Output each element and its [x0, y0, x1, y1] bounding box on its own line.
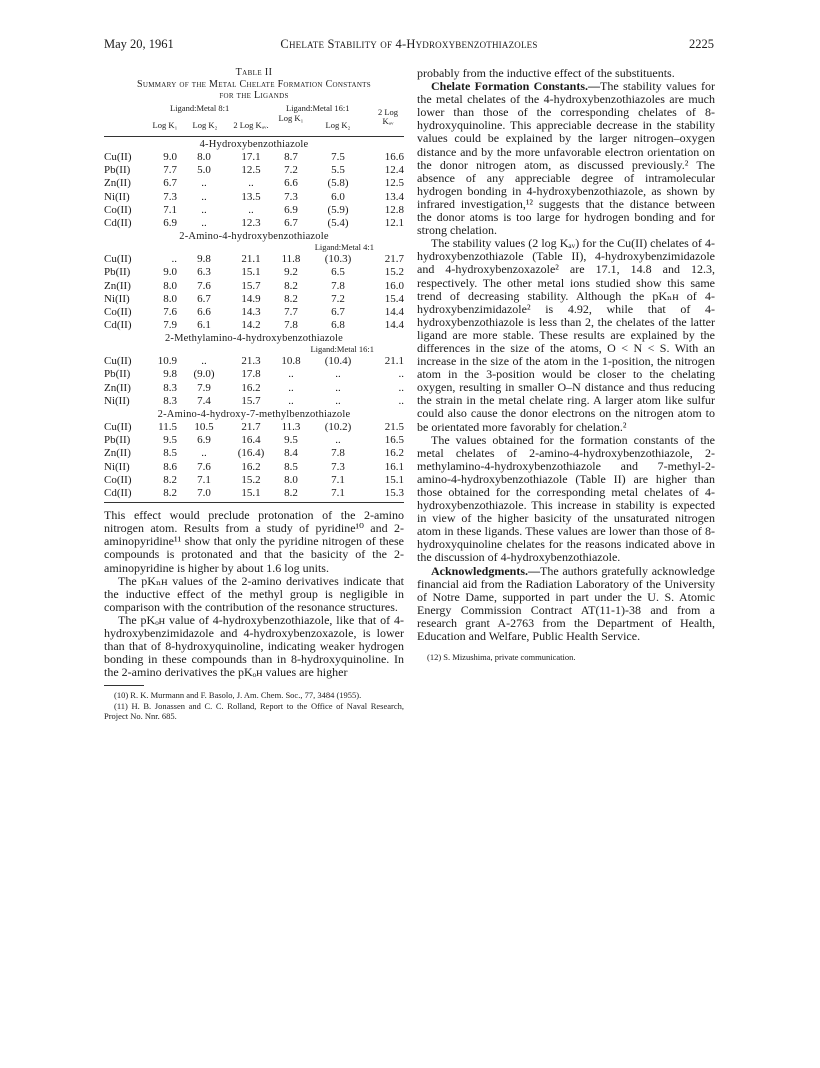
metal-ion-cell: Ni(II) — [104, 292, 130, 305]
header-log-k1-16: Log K₁ — [278, 113, 304, 123]
table-cell: .. — [335, 434, 341, 447]
table-row — [104, 395, 404, 408]
metal-ion-cell: Pb(II) — [104, 368, 131, 381]
table-cell: 7.2 — [284, 164, 298, 177]
table-cell: 7.3 — [284, 190, 298, 203]
table-cell: 21.7 — [241, 421, 261, 433]
table-cell: 15.7 — [241, 279, 261, 292]
table-cell: .. — [171, 253, 177, 266]
metal-ion-cell: Cu(II) — [104, 421, 132, 433]
table-cell: 7.3 — [331, 460, 345, 473]
paragraph-text: probably from the inductive effect of the substituents. — [417, 66, 675, 80]
table-cell: 11.8 — [281, 253, 301, 266]
table-cell: 16.4 — [241, 434, 261, 447]
metal-ion-cell: Cu(II) — [104, 253, 132, 266]
footnote: (11) H. B. Jonassen and C. C. Rolland, Report to the Office of Naval Research, Project No. Nnr. 685. — [104, 700, 404, 722]
table-cell: 8.7 — [284, 151, 298, 163]
table-cell: 14.4 — [384, 319, 404, 332]
table-cell: 8.2 — [163, 486, 177, 499]
table-cell: 12.4 — [384, 164, 404, 177]
table-cell: 7.0 — [197, 486, 211, 499]
table-cell: 15.1 — [241, 266, 261, 279]
table-cell: 8.0 — [284, 473, 298, 486]
table-row — [104, 368, 404, 381]
table-cell: 15.2 — [384, 266, 404, 279]
paragraph-text: The stability values (2 log Kₐᵥ) for the Cu(II) chelates of 4-hydroxybenzothiazole (Table II), 4-hydroxybenzimidazole and 4-hydroxybenzoxazole² are 17.1, 14.8 and 12.3, respectively. The other metal ions studied show this same trend of decreasing stability. Although the pKₙʜ of 4-hydroxybenzimidazole² is 4.92, while that of 4-hydroxybenzothiazole is less than 2, the chelates of the latter ligand are more stable. These results are explained by the differences in the size of the atoms, O < N < S. With an increase in the size of the atom in the 1-position, the nitrogen atom in the 3-position would be closer to the chelating oxygen, resulting in smaller O–N distance and thus reducing the strain in the metal chelate ring. A larger atom like sulfur could also cause the donor electrons on the nitrogen atom to be orientated more favorably for chelation.² — [417, 236, 715, 434]
table-cell: .. — [201, 203, 207, 216]
table-cell: 16.5 — [384, 434, 404, 447]
table-row — [104, 204, 404, 217]
table-cell: 16.1 — [384, 460, 404, 473]
table-cell: 8.3 — [163, 381, 177, 394]
table-cell: 17.1 — [241, 151, 261, 163]
table-bottom-rule — [104, 500, 404, 503]
table-cell: .. — [288, 368, 294, 381]
table-row — [104, 266, 404, 279]
body-paragraph: The pKₙʜ values of the 2-amino derivatives indicate that the inductive effect of the methyl group is negligible in comparison with the contribution of the resonance structures. — [104, 573, 404, 614]
table-cell: 6.9 — [163, 216, 177, 229]
table-cell: 9.2 — [284, 266, 298, 279]
body-paragraph — [417, 434, 715, 565]
paragraph-text: The authors gratefully acknowledge financial aid from the Radiation Laboratory of the University of Notre Dame, supported in part under the U. S. Atomic Energy Commission Contract AT(11-1)-38 and from a research grant A-2763 from the Department of Health, Education and Welfare, Public Health Service. — [417, 563, 715, 644]
table-cell: 21.3 — [241, 355, 261, 368]
metal-ion-cell: Cu(II) — [104, 151, 132, 163]
table-cell: 7.3 — [163, 190, 177, 203]
table-cell: 11.3 — [281, 421, 301, 433]
ratio-spanners — [104, 103, 404, 114]
table-row — [104, 164, 404, 177]
table-cell: 17.8 — [241, 368, 261, 381]
header-log-k2-16: Log K₂ — [325, 120, 351, 130]
table-cell: .. — [398, 368, 404, 381]
table-cell: 6.9 — [197, 434, 211, 447]
table-cell: (5.4) — [327, 216, 349, 229]
table-caption-line-1: Summary of the Metal Chelate Formation Constants — [137, 79, 371, 90]
section-heading: Chelate Formation Constants.— — [431, 79, 600, 94]
ratio-16-1: Ligand:Metal 16:1 — [286, 103, 350, 113]
table-cell: 6.3 — [197, 266, 211, 279]
right-column — [417, 67, 715, 663]
table-cell: 9.0 — [163, 266, 177, 279]
table-cell: 14.3 — [241, 305, 261, 318]
metal-ion-cell: Pb(II) — [104, 266, 131, 279]
paragraph-text: The stability values for the metal chelates of the 4-hydroxybenzothiazoles are much lower than those of the corresponding chelates of 8-hydroxyquinoline. This appreciable decrease in the stability values could be explained by the larger nitrogen–oxygen distance and by the more unfavorable electron orientation on the donor nitrogen atom, as discussed previously.² The absence of any appreciable degree of intramolecular hydrogen bonding in 4-hydroxybenzothiazole, as shown by infrared investigation,¹² suggests that the distance between the donor atoms is too large for hydrogen bonding and for strong chelation. — [417, 79, 715, 238]
table-cell: 21.5 — [384, 421, 404, 433]
ligand-ratio-note — [104, 345, 404, 355]
ligand-section-title: 2-Amino-4-hydroxybenzothiazole — [179, 231, 329, 243]
table-row — [104, 319, 404, 332]
metal-ion-cell: Zn(II) — [104, 279, 131, 292]
table-row — [104, 217, 404, 230]
table-cell: 5.0 — [197, 164, 211, 177]
ligand-ratio-note — [104, 243, 404, 253]
table-cell: 15.3 — [384, 486, 404, 499]
metal-ion-cell: Co(II) — [104, 473, 132, 486]
ligand-section-title: 4-Hydroxybenzothiazole — [199, 139, 309, 150]
metal-ion-cell: Zn(II) — [104, 177, 131, 190]
table-cell: 6.9 — [284, 203, 298, 216]
table-row — [104, 461, 404, 474]
table-cell: 9.0 — [163, 151, 177, 163]
body-paragraph — [417, 80, 715, 237]
metal-ion-cell: Cu(II) — [104, 355, 132, 368]
table-cell: 8.4 — [284, 447, 298, 460]
table-cell: 6.0 — [331, 190, 345, 203]
right-footnotes — [417, 652, 715, 663]
table-cell: .. — [201, 177, 207, 190]
table-cell: 9.8 — [197, 253, 211, 266]
table-row — [104, 421, 404, 434]
left-column — [104, 67, 404, 722]
table-cell: (16.4) — [237, 447, 265, 460]
table-cell: (5.9) — [327, 203, 349, 216]
paragraph-text: The values obtained for the formation constants of the metal chelates of 2-amino-4-hydroxybenzothiazole, 2-methylamino-4-hydroxybenzothiazole and 7-methyl-2-amino-4-hydroxybenzothiazole (Table II) are higher than those obtained for the corresponding metal chelates of 4-hydroxybenzothiazole. This increase in stability is expected in view of the higher basicity of the unsaturated nitrogen atom in these ligands. These values are lower than those of 8-hydroxyquinoline chelates for the reasons indicated above in the discussion of 4-hydroxybenzothiazole. — [417, 432, 715, 565]
table-cell: .. — [398, 381, 404, 394]
table-cell: 7.6 — [197, 279, 211, 292]
table-cell: 5.5 — [331, 164, 345, 177]
table-cell: 9.8 — [163, 368, 177, 381]
table-cell: (5.8) — [327, 177, 349, 190]
table-cell: 13.5 — [241, 190, 261, 203]
running-head — [104, 37, 714, 53]
metal-ion-cell: Cd(II) — [104, 319, 132, 332]
table-row — [104, 447, 404, 460]
table-cell: 7.7 — [163, 164, 177, 177]
table-cell: 12.5 — [384, 177, 404, 190]
table-cell: 9.5 — [163, 434, 177, 447]
table-row — [104, 191, 404, 204]
table-cell: 8.0 — [163, 279, 177, 292]
table-cell: 21.1 — [384, 355, 404, 368]
table-caption-line-2: for the Ligands — [219, 90, 289, 101]
ligand-ratio-label: Ligand:Metal 16:1 — [310, 344, 374, 355]
table-cell: .. — [288, 394, 294, 407]
table-cell: 9.5 — [284, 434, 298, 447]
table-cell: 6.1 — [197, 319, 211, 332]
table-cell: (10.2) — [324, 421, 352, 433]
table-cell: 16.0 — [384, 279, 404, 292]
table-body — [104, 138, 404, 500]
metal-ion-cell: Ni(II) — [104, 190, 130, 203]
table-cell: 14.4 — [384, 305, 404, 318]
ligand-ratio-label: Ligand:Metal 4:1 — [314, 242, 374, 253]
ratio-8-1: Ligand:Metal 8:1 — [170, 103, 230, 113]
table-cell: 7.1 — [331, 486, 345, 499]
table-cell: .. — [335, 368, 341, 381]
body-paragraph: The pKₒʜ value of 4-hydroxybenzothiazole, like that of 4-hydroxybenzimidazole and 4-hydroxybenzoxazole, is lower than that of 8-hydroxyquinoline, indicating weaker hydrogen bonding in these compounds than in 8-hydroxyquinoline. In the 2-amino derivatives the pKₒʜ values are higher — [104, 612, 404, 680]
table-cell: 8.5 — [163, 447, 177, 460]
table-cell: .. — [201, 447, 207, 460]
table-cell: 15.2 — [241, 473, 261, 486]
table-cell: 12.8 — [384, 203, 404, 216]
table-cell: 10.5 — [194, 421, 214, 433]
metal-ion-cell: Cd(II) — [104, 216, 132, 229]
table-cell: 7.1 — [163, 203, 177, 216]
body-paragraph — [417, 565, 715, 644]
table-cell: 15.7 — [241, 394, 261, 407]
table-row — [104, 177, 404, 190]
table-cell: 8.2 — [284, 486, 298, 499]
metal-ion-cell: Pb(II) — [104, 434, 131, 447]
left-footnotes — [104, 690, 404, 722]
table-row — [104, 306, 404, 319]
table-cell: 6.6 — [284, 177, 298, 190]
table-row — [104, 487, 404, 500]
table-cell: 7.9 — [163, 319, 177, 332]
table-cell: 16.2 — [241, 460, 261, 473]
page-number: 2225 — [689, 37, 714, 51]
ligand-section-title: 2-Amino-4-hydroxy-7-methylbenzothiazole — [157, 409, 351, 420]
ligand-section-title: 2-Methylamino-4-hydroxybenzothiazole — [164, 333, 344, 345]
table-cell: .. — [398, 394, 404, 407]
table-cell: 7.8 — [331, 279, 345, 292]
table-row — [104, 382, 404, 395]
table-cell: 15.1 — [241, 486, 261, 499]
table-cell: .. — [288, 381, 294, 394]
table-cell: 21.7 — [384, 253, 404, 266]
table-cell: 8.2 — [284, 279, 298, 292]
table-cell: 7.5 — [331, 151, 345, 163]
table-cell: .. — [248, 203, 254, 216]
table-cell: 6.7 — [284, 216, 298, 229]
table-row — [104, 355, 404, 368]
metal-ion-cell: Zn(II) — [104, 381, 131, 394]
table-cell: .. — [248, 177, 254, 190]
table-cell: (10.3) — [324, 253, 352, 266]
table-cell: 6.7 — [163, 177, 177, 190]
metal-ion-cell: Ni(II) — [104, 394, 130, 407]
table-cell: 16.2 — [384, 447, 404, 460]
table-cell: 6.6 — [197, 305, 211, 318]
table-cell: 6.5 — [331, 266, 345, 279]
header-log-k2: Log K₂ — [192, 120, 218, 130]
metal-ion-cell: Co(II) — [104, 203, 132, 216]
footnote: (12) S. Mizushima, private communication. — [427, 652, 576, 663]
table-cell: 8.2 — [163, 473, 177, 486]
footnote-rule — [104, 685, 144, 686]
table-cell: .. — [335, 381, 341, 394]
table-cell: 12.1 — [384, 216, 404, 229]
body-paragraph — [417, 237, 715, 433]
table-cell: 7.1 — [331, 473, 345, 486]
metal-ion-cell: Ni(II) — [104, 460, 130, 473]
table-cell: 8.5 — [284, 460, 298, 473]
metal-ion-cell: Pb(II) — [104, 164, 131, 177]
body-paragraph: This effect would preclude protonation of the 2-amino nitrogen atom. Results from a study of pyridine¹⁰ and 2-aminopyridine¹¹ show that only the pyridine nitrogen of these compounds is protonated and that the basicity of the 2-aminopyridine is higher by about 1.6 log units. — [104, 508, 404, 575]
table-cell: (9.0) — [193, 368, 215, 381]
table-row — [104, 253, 404, 266]
table-row — [104, 474, 404, 487]
header-2-log-kav-16: 2 Log Kₐᵥ — [377, 107, 399, 126]
table-cell: .. — [201, 355, 207, 368]
table-cell: .. — [335, 394, 341, 407]
table-cell: (10.4) — [324, 355, 352, 368]
table-cell: 6.8 — [331, 319, 345, 332]
table-row — [104, 293, 404, 306]
header-2-log-kav: 2 Log Kₐᵥ. — [233, 120, 269, 130]
table-cell: 7.7 — [284, 305, 298, 318]
table-cell: 7.8 — [331, 447, 345, 460]
table-cell: 15.4 — [384, 292, 404, 305]
table-cell: 12.3 — [241, 216, 261, 229]
metal-ion-cell: Co(II) — [104, 305, 132, 318]
table-cell: 16.6 — [384, 151, 404, 163]
table-cell: 7.6 — [163, 305, 177, 318]
table-cell: 13.4 — [384, 190, 404, 203]
table-cell: 14.2 — [241, 319, 261, 332]
table-cell: 11.5 — [158, 421, 177, 433]
header-log-k1: Log K₁ — [152, 120, 178, 130]
right-body-text — [417, 67, 715, 643]
table-cell: 7.1 — [197, 473, 211, 486]
table-cell: 10.9 — [157, 355, 177, 368]
table-cell: 14.9 — [241, 292, 261, 305]
table-cell: 8.3 — [163, 394, 177, 407]
table-cell: 10.8 — [281, 355, 301, 368]
table-cell: 7.8 — [284, 319, 298, 332]
table-cell: 21.1 — [241, 253, 261, 266]
table-cell: 12.5 — [241, 164, 261, 177]
table-row — [104, 151, 404, 164]
table-cell: 16.2 — [241, 381, 261, 394]
table-cell: 8.0 — [197, 151, 211, 163]
table-ii — [104, 67, 404, 503]
table-cell: 6.7 — [197, 292, 211, 305]
table-cell: 7.4 — [197, 394, 211, 407]
table-cell: 6.7 — [331, 305, 345, 318]
table-cell: 8.6 — [163, 460, 177, 473]
footnote: (10) R. K. Murmann and F. Basolo, J. Am. Chem. Soc., 77, 3484 (1955). — [114, 690, 362, 701]
table-cell: .. — [201, 190, 207, 203]
table-cell: 8.2 — [284, 292, 298, 305]
metal-ion-cell: Cd(II) — [104, 486, 132, 499]
left-body-text — [104, 509, 404, 679]
running-title: Chelate Stability of 4-Hydroxybenzothiazoles — [280, 37, 538, 51]
table-cell: 15.1 — [384, 473, 404, 486]
table-cell: 7.9 — [197, 381, 211, 394]
issue-date: May 20, 1961 — [104, 37, 174, 51]
table-row — [104, 280, 404, 293]
table-title: Table II — [235, 67, 273, 78]
section-heading: Acknowledgments.— — [431, 563, 541, 578]
table-cell: 7.2 — [331, 292, 345, 305]
metal-ion-cell: Zn(II) — [104, 447, 131, 460]
table-cell: 7.6 — [197, 460, 211, 473]
table-cell: .. — [201, 216, 207, 229]
table-cell: 8.0 — [163, 292, 177, 305]
table-row — [104, 434, 404, 447]
